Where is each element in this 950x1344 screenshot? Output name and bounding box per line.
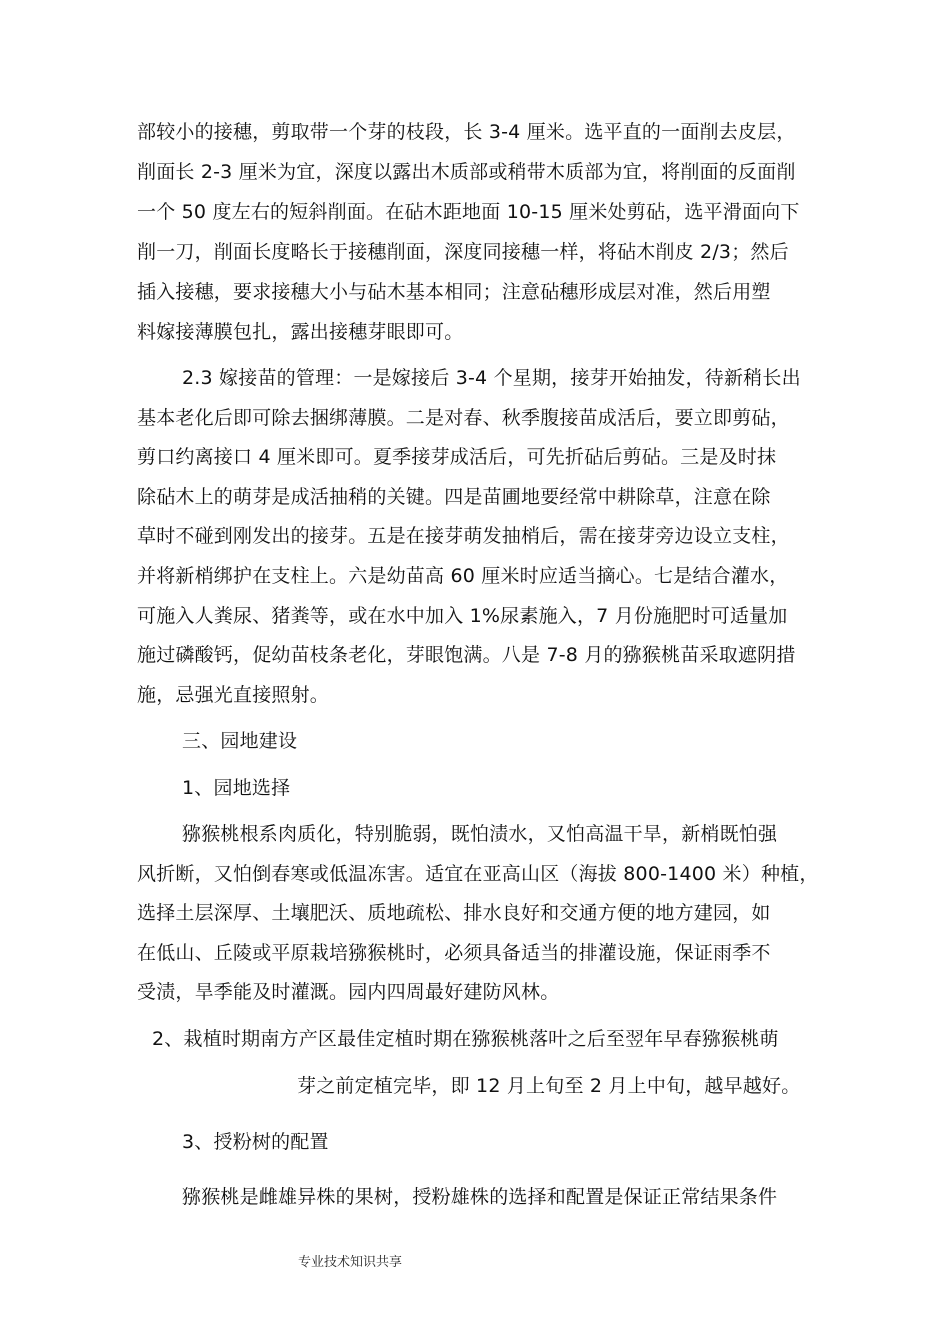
text-line: 2.3 嫁接苗的管理：一是嫁接后 3-4 个星期，接芽开始抽发，待新稍长出 — [182, 367, 801, 389]
text-line: 基本老化后即可除去捆绑薄膜。二是对春、秋季腹接苗成活后，要立即剪砧， — [137, 407, 790, 429]
text-line: 猕猴桃是雌雄异株的果树，授粉雄株的选择和配置是保证正常结果条件 — [182, 1186, 778, 1208]
text-line: 风折断，又怕倒春寒或低温冻害。适宜在亚高山区（海拔 800-1400 米）种植， — [137, 863, 819, 885]
text-line: 料嫁接薄膜包扎，露出接穗芽眼即可。 — [137, 321, 464, 343]
text-line: 部较小的接穗，剪取带一个芽的枝段，长 3-4 厘米。选平直的一面削去皮层， — [137, 121, 796, 143]
text-line: 剪口约离接口 4 厘米即可。夏季接芽成活后，可先折砧后剪砧。三是及时抹 — [137, 446, 777, 468]
text-line: 并将新梢绑护在支柱上。六是幼苗高 60 厘米时应适当摘心。七是结合灌水， — [137, 565, 789, 587]
section-heading: 三、园地建设 — [182, 730, 298, 752]
text-line: 可施入人粪尿、猪粪等，或在水中加入 1%尿素施入，7 月份施肥时可适量加 — [137, 605, 788, 627]
text-line: 施过磷酸钙，促幼苗枝条老化，芽眼饱满。八是 7-8 月的猕猴桃苗采取遮阴措 — [137, 644, 796, 666]
text-line: 在低山、丘陵或平原栽培猕猴桃时，必须具备适当的排灌设施，保证雨季不 — [137, 942, 771, 964]
text-line: 削一刀，削面长度略长于接穗削面，深度同接穗一样，将砧木削皮 2/3；然后 — [137, 241, 789, 263]
text-line: 草时不碰到刚发出的接芽。五是在接芽萌发抽梢后，需在接芽旁边设立支柱， — [137, 525, 790, 547]
text-line: 除砧木上的萌芽是成活抽稍的关键。四是苗圃地要经常中耕除草，注意在除 — [137, 486, 771, 508]
text-line: 一个 50 度左右的短斜削面。在砧木距地面 10-15 厘米处剪砧，选平滑面向下 — [137, 201, 800, 223]
text-line: 芽之前定植完毕，即 12 月上旬至 2 月上中旬，越早越好。 — [297, 1075, 801, 1097]
subsection-heading: 3、授粉树的配置 — [182, 1131, 329, 1153]
page-footer: 专业技术知识共享 — [298, 1255, 403, 1270]
text-line: 削面长 2-3 厘米为宜，深度以露出木质部或稍带木质部为宜，将削面的反面削 — [137, 161, 796, 183]
text-line: 插入接穗，要求接穗大小与砧木基本相同；注意砧穗形成层对准，然后用塑 — [137, 281, 771, 303]
text-line: 选择土层深厚、土壤肥沃、质地疏松、排水良好和交通方便的地方建园，如 — [137, 902, 771, 924]
subsection-heading: 1、园地选择 — [182, 777, 291, 799]
text-line: 2、栽植时期南方产区最佳定植时期在猕猴桃落叶之后至翌年早春猕猴桃萌 — [152, 1028, 779, 1050]
text-line: 施，忌强光直接照射。 — [137, 684, 330, 706]
text-line: 受渍，旱季能及时灌溉。园内四周最好建防风林。 — [137, 981, 560, 1003]
text-line: 猕猴桃根系肉质化，特别脆弱，既怕渍水，又怕高温干旱，新梢既怕强 — [182, 823, 778, 845]
